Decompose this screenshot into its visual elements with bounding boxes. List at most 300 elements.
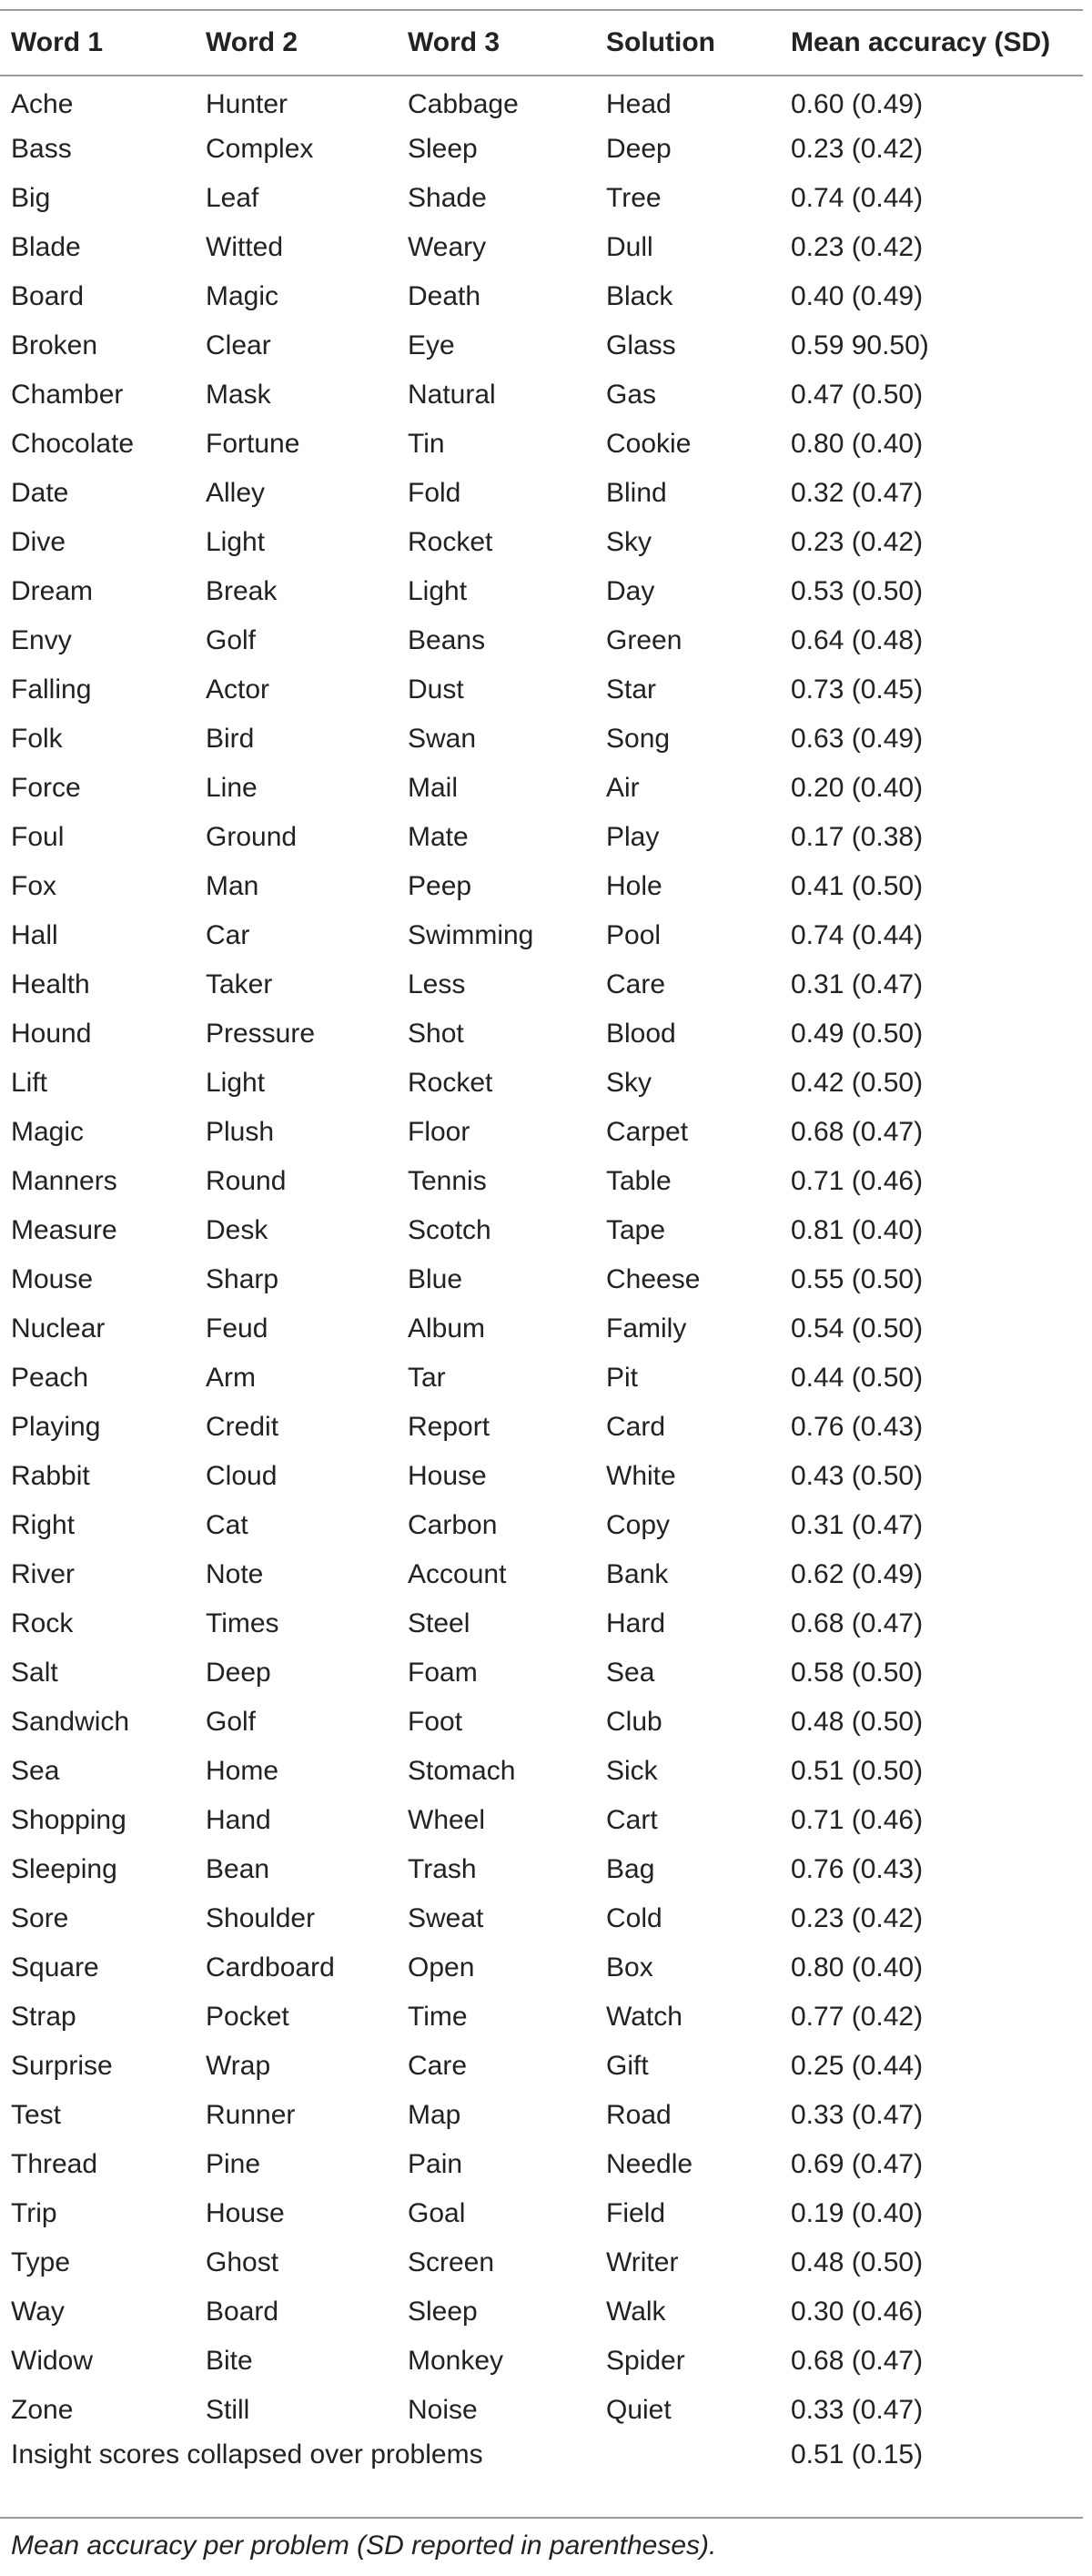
word-1-cell: Thread (11, 2149, 98, 2179)
word-3-cell: Album (408, 1313, 486, 1344)
mean-accuracy-cell: 0.76 (0.43) (791, 1412, 924, 1442)
mean-accuracy-cell: 0.31 (0.47) (791, 969, 924, 999)
word-2-cell: Times (206, 1608, 279, 1638)
word-3-cell: Tar (408, 1363, 446, 1393)
table-row (0, 174, 1083, 223)
word-1-cell: Force (11, 773, 81, 803)
table-row (0, 1648, 1083, 1698)
word-3-cell: Steel (408, 1608, 470, 1638)
word-2-cell: Board (206, 2297, 279, 2327)
word-1-cell: Ache (11, 88, 74, 119)
table-bottom-rule (0, 2517, 1083, 2519)
table-row (0, 1354, 1083, 1403)
table-row (0, 1059, 1083, 1108)
mean-accuracy-cell: 0.62 (0.49) (791, 1559, 924, 1589)
table-row (0, 518, 1083, 567)
table-row (0, 76, 1083, 125)
word-2-cell: Leaf (206, 183, 259, 213)
table-row (0, 862, 1083, 911)
word-3-cell: Floor (408, 1117, 470, 1147)
word-2-cell: Light (206, 527, 266, 557)
word-1-cell: Fox (11, 871, 57, 901)
table-row (0, 2042, 1083, 2091)
word-2-cell: Desk (206, 1215, 268, 1245)
word-3-cell: Shot (408, 1019, 464, 1049)
solution-cell: Family (606, 1313, 687, 1344)
word-3-cell: Foam (408, 1658, 478, 1688)
word-1-cell: Bass (11, 134, 72, 164)
table-row (0, 1894, 1083, 1943)
word-3-cell: Light (408, 576, 468, 606)
mean-accuracy-cell: 0.68 (0.47) (791, 1117, 924, 1147)
solution-cell: Sky (606, 527, 652, 557)
table-row (0, 764, 1083, 813)
word-1-cell: Foul (11, 822, 65, 852)
word-2-cell: Clear (206, 330, 271, 360)
word-1-cell: Square (11, 1952, 99, 1983)
solution-cell: Table (606, 1166, 672, 1196)
word-1-cell: Dive (11, 527, 66, 557)
table-row (0, 1157, 1083, 1206)
header-row (0, 10, 1083, 76)
table-row (0, 2140, 1083, 2189)
word-3-cell: Eye (408, 330, 455, 360)
header-word-3: Word 3 (397, 10, 595, 76)
word-3-cell: Rocket (408, 527, 493, 557)
word-2-cell: House (206, 2198, 285, 2228)
mean-accuracy-cell: 0.51 (0.50) (791, 1756, 924, 1786)
solution-cell: Blood (606, 1019, 676, 1049)
solution-cell: Deep (606, 134, 672, 164)
word-1-cell: Trip (11, 2198, 57, 2228)
mean-accuracy-cell: 0.55 (0.50) (791, 1264, 924, 1294)
table-row (0, 567, 1083, 616)
header-mean-accuracy: Mean accuracy (SD) (780, 10, 1083, 76)
word-1-cell: Shopping (11, 1805, 126, 1835)
word-1-cell: Dream (11, 576, 94, 606)
mean-accuracy-cell: 0.42 (0.50) (791, 1068, 924, 1098)
word-2-cell: Actor (206, 674, 270, 705)
word-3-cell: Goal (408, 2198, 466, 2228)
solution-cell: Needle (606, 2149, 693, 2179)
table-row (0, 715, 1083, 764)
word-3-cell: Time (408, 2002, 468, 2032)
word-2-cell: Bird (206, 724, 255, 754)
mean-accuracy-cell: 0.54 (0.50) (791, 1313, 924, 1344)
table-row (0, 1796, 1083, 1845)
word-3-cell: Trash (408, 1854, 477, 1884)
solution-cell: Writer (606, 2247, 679, 2277)
solution-cell: Quiet (606, 2395, 672, 2425)
word-1-cell: Manners (11, 1166, 117, 1196)
word-3-cell: House (408, 1461, 487, 1491)
solution-cell: Black (606, 281, 673, 311)
word-3-cell: Screen (408, 2247, 495, 2277)
word-2-cell: Bite (206, 2346, 253, 2376)
mean-accuracy-cell: 0.80 (0.40) (791, 429, 924, 459)
mean-accuracy-cell: 0.58 (0.50) (791, 1658, 924, 1688)
word-3-cell: Less (408, 969, 466, 999)
word-2-cell: Cardboard (206, 1952, 335, 1983)
solution-cell: Glass (606, 330, 676, 360)
mean-accuracy-cell: 0.71 (0.46) (791, 1805, 924, 1835)
word-1-cell: Health (11, 969, 90, 999)
word-1-cell: Blade (11, 232, 81, 262)
table-row (0, 1255, 1083, 1304)
word-1-cell: Falling (11, 674, 92, 705)
solution-cell: Tree (606, 183, 662, 213)
table-caption: Mean accuracy per problem (SD reported in parentheses). (11, 2530, 717, 2561)
word-3-cell: Fold (408, 478, 461, 508)
solution-cell: Play (606, 822, 660, 852)
accuracy-table (0, 9, 1083, 2484)
word-3-cell: Sleep (408, 2297, 478, 2327)
table-row (0, 1206, 1083, 1255)
word-1-cell: Envy (11, 625, 72, 655)
table-row (0, 469, 1083, 518)
mean-accuracy-cell: 0.23 (0.42) (791, 232, 924, 262)
word-3-cell: Natural (408, 380, 496, 410)
word-2-cell: Bean (206, 1854, 270, 1884)
word-3-cell: Rocket (408, 1068, 493, 1098)
table-row (0, 2337, 1083, 2386)
word-3-cell: Mate (408, 822, 469, 852)
mean-accuracy-cell: 0.76 (0.43) (791, 1854, 924, 1884)
mean-accuracy-cell: 0.33 (0.47) (791, 2100, 924, 2130)
word-1-cell: Chamber (11, 380, 124, 410)
word-1-cell: Rock (11, 1608, 74, 1638)
solution-cell: Dull (606, 232, 653, 262)
word-3-cell: Tin (408, 429, 445, 459)
word-3-cell: Account (408, 1559, 507, 1589)
word-3-cell: Swan (408, 724, 477, 754)
word-2-cell: Mask (206, 380, 271, 410)
table-row (0, 1304, 1083, 1354)
word-3-cell: Wheel (408, 1805, 486, 1835)
mean-accuracy-cell: 0.30 (0.46) (791, 2297, 924, 2327)
word-1-cell: Hall (11, 920, 58, 950)
mean-accuracy-cell: 0.41 (0.50) (791, 871, 924, 901)
mean-accuracy-cell: 0.43 (0.50) (791, 1461, 924, 1491)
word-1-cell: Widow (11, 2346, 94, 2376)
word-3-cell: Monkey (408, 2346, 504, 2376)
word-1-cell: Type (11, 2247, 71, 2277)
table-row (0, 1452, 1083, 1501)
word-2-cell: Car (206, 920, 250, 950)
table-row (0, 2189, 1083, 2238)
word-2-cell: Golf (206, 625, 257, 655)
word-1-cell: Peach (11, 1363, 89, 1393)
word-3-cell: Care (408, 2051, 468, 2081)
word-3-cell: Shade (408, 183, 487, 213)
mean-accuracy-cell: 0.19 (0.40) (791, 2198, 924, 2228)
word-3-cell: Dust (408, 674, 464, 705)
mean-accuracy-cell: 0.20 (0.40) (791, 773, 924, 803)
mean-accuracy-cell: 0.77 (0.42) (791, 2002, 924, 2032)
header-word-2: Word 2 (195, 10, 397, 76)
mean-accuracy-cell: 0.73 (0.45) (791, 674, 924, 705)
solution-cell: Walk (606, 2297, 666, 2327)
solution-cell: Watch (606, 2002, 682, 2032)
solution-cell: Head (606, 88, 672, 119)
mean-accuracy-cell: 0.17 (0.38) (791, 822, 924, 852)
word-2-cell: Alley (206, 478, 266, 508)
word-1-cell: Board (11, 281, 85, 311)
solution-cell: Blind (606, 478, 667, 508)
word-2-cell: Arm (206, 1363, 256, 1393)
word-2-cell: Still (206, 2395, 250, 2425)
solution-cell: Gas (606, 380, 657, 410)
word-1-cell: Folk (11, 724, 63, 754)
mean-accuracy-cell: 0.71 (0.46) (791, 1166, 924, 1196)
solution-cell: Care (606, 969, 666, 999)
solution-cell: Field (606, 2198, 666, 2228)
word-3-cell: Cabbage (408, 88, 519, 119)
word-1-cell: Sandwich (11, 1707, 130, 1737)
word-1-cell: Date (11, 478, 69, 508)
solution-cell: Sky (606, 1068, 652, 1098)
mean-accuracy-cell: 0.74 (0.44) (791, 183, 924, 213)
word-3-cell: Peep (408, 871, 472, 901)
word-1-cell: Big (11, 183, 51, 213)
word-1-cell: Magic (11, 1117, 85, 1147)
solution-cell: Spider (606, 2346, 685, 2376)
word-1-cell: Right (11, 1510, 76, 1540)
word-2-cell: Runner (206, 2100, 296, 2130)
mean-accuracy-cell: 0.74 (0.44) (791, 920, 924, 950)
solution-cell: Sick (606, 1756, 658, 1786)
word-2-cell: Pine (206, 2149, 261, 2179)
solution-cell: Card (606, 1412, 666, 1442)
word-2-cell: Cloud (206, 1461, 278, 1491)
word-2-cell: Round (206, 1166, 287, 1196)
word-3-cell: Carbon (408, 1510, 498, 1540)
mean-accuracy-cell: 0.48 (0.50) (791, 2247, 924, 2277)
table-row (0, 370, 1083, 420)
mean-accuracy-cell: 0.23 (0.42) (791, 134, 924, 164)
summary-value: 0.51 (0.15) (791, 2439, 924, 2470)
word-2-cell: Shoulder (206, 1903, 316, 1933)
mean-accuracy-cell: 0.49 (0.50) (791, 1019, 924, 1049)
word-1-cell: Hound (11, 1019, 92, 1049)
word-1-cell: Nuclear (11, 1313, 106, 1344)
table-row (0, 1108, 1083, 1157)
word-2-cell: Taker (206, 969, 273, 999)
word-1-cell: Rabbit (11, 1461, 90, 1491)
table-row (0, 272, 1083, 321)
word-3-cell: Tennis (408, 1166, 487, 1196)
word-2-cell: Hand (206, 1805, 271, 1835)
table-row (0, 960, 1083, 1009)
word-2-cell: Golf (206, 1707, 257, 1737)
word-1-cell: Salt (11, 1658, 58, 1688)
word-2-cell: Deep (206, 1658, 271, 1688)
word-3-cell: Report (408, 1412, 490, 1442)
mean-accuracy-cell: 0.40 (0.49) (791, 281, 924, 311)
word-2-cell: Man (206, 871, 259, 901)
word-2-cell: Home (206, 1756, 279, 1786)
word-1-cell: Test (11, 2100, 62, 2130)
mean-accuracy-cell: 0.60 (0.49) (791, 88, 924, 119)
solution-cell: Bag (606, 1854, 655, 1884)
solution-cell: Copy (606, 1510, 671, 1540)
word-2-cell: Magic (206, 281, 279, 311)
word-1-cell: Lift (11, 1068, 48, 1098)
mean-accuracy-cell: 0.64 (0.48) (791, 625, 924, 655)
word-3-cell: Open (408, 1952, 475, 1983)
solution-cell: Pit (606, 1363, 639, 1393)
table-body (0, 76, 1083, 2484)
table-row (0, 125, 1083, 174)
solution-cell: Box (606, 1952, 653, 1983)
solution-cell: Cold (606, 1903, 662, 1933)
word-1-cell: Surprise (11, 2051, 113, 2081)
solution-cell: Cheese (606, 1264, 701, 1294)
table-row (0, 1009, 1083, 1059)
table-row (0, 911, 1083, 960)
solution-cell: Bank (606, 1559, 669, 1589)
table-row (0, 321, 1083, 370)
word-1-cell: Strap (11, 2002, 76, 2032)
word-3-cell: Sleep (408, 134, 478, 164)
word-3-cell: Sweat (408, 1903, 484, 1933)
mean-accuracy-cell: 0.32 (0.47) (791, 478, 924, 508)
table-row (0, 1993, 1083, 2042)
word-2-cell: Feud (206, 1313, 268, 1344)
word-3-cell: Pain (408, 2149, 463, 2179)
table-row (0, 813, 1083, 862)
solution-cell: Song (606, 724, 671, 754)
mean-accuracy-cell: 0.23 (0.42) (791, 1903, 924, 1933)
solution-cell: Day (606, 576, 655, 606)
table-header (0, 10, 1083, 76)
table-row (0, 1501, 1083, 1550)
table-row (0, 1403, 1083, 1452)
solution-cell: White (606, 1461, 676, 1491)
table-row (0, 2386, 1083, 2435)
table-row (0, 1599, 1083, 1648)
mean-accuracy-cell: 0.68 (0.47) (791, 2346, 924, 2376)
solution-cell: Carpet (606, 1117, 689, 1147)
word-3-cell: Foot (408, 1707, 463, 1737)
word-2-cell: Credit (206, 1412, 279, 1442)
word-2-cell: Fortune (206, 429, 300, 459)
mean-accuracy-cell: 0.44 (0.50) (791, 1363, 924, 1393)
solution-cell: Hole (606, 871, 662, 901)
solution-cell: Air (606, 773, 640, 803)
mean-accuracy-cell: 0.53 (0.50) (791, 576, 924, 606)
table-row (0, 1943, 1083, 1993)
solution-cell: Gift (606, 2051, 649, 2081)
mean-accuracy-cell: 0.31 (0.47) (791, 1510, 924, 1540)
mean-accuracy-cell: 0.59 90.50) (791, 330, 929, 360)
word-3-cell: Mail (408, 773, 459, 803)
solution-cell: Green (606, 625, 682, 655)
solution-cell: Cookie (606, 429, 692, 459)
mean-accuracy-cell: 0.81 (0.40) (791, 1215, 924, 1245)
summary-label: Insight scores collapsed over problems (11, 2439, 483, 2470)
table-row (0, 1747, 1083, 1796)
word-1-cell: Way (11, 2297, 65, 2327)
mean-accuracy-cell: 0.48 (0.50) (791, 1707, 924, 1737)
word-1-cell: Sore (11, 1903, 69, 1933)
word-2-cell: Pocket (206, 2002, 289, 2032)
word-2-cell: Ground (206, 822, 298, 852)
mean-accuracy-cell: 0.25 (0.44) (791, 2051, 924, 2081)
word-3-cell: Swimming (408, 920, 534, 950)
solution-cell: Club (606, 1707, 662, 1737)
word-2-cell: Complex (206, 134, 314, 164)
word-3-cell: Blue (408, 1264, 463, 1294)
word-2-cell: Plush (206, 1117, 275, 1147)
mean-accuracy-cell: 0.23 (0.42) (791, 527, 924, 557)
table-row (0, 420, 1083, 469)
header-word-1: Word 1 (0, 10, 195, 76)
table-row (0, 616, 1083, 665)
word-1-cell: Zone (11, 2395, 74, 2425)
word-2-cell: Line (206, 773, 258, 803)
solution-cell: Cart (606, 1805, 658, 1835)
header-solution: Solution (595, 10, 780, 76)
word-1-cell: Mouse (11, 1264, 94, 1294)
solution-cell: Pool (606, 920, 662, 950)
word-2-cell: Note (206, 1559, 264, 1589)
word-3-cell: Beans (408, 625, 486, 655)
table-row (0, 665, 1083, 715)
word-2-cell: Witted (206, 232, 284, 262)
word-2-cell: Break (206, 576, 278, 606)
mean-accuracy-cell: 0.63 (0.49) (791, 724, 924, 754)
word-3-cell: Noise (408, 2395, 478, 2425)
word-1-cell: Chocolate (11, 429, 135, 459)
word-3-cell: Death (408, 281, 481, 311)
word-2-cell: Pressure (206, 1019, 316, 1049)
solution-cell: Road (606, 2100, 672, 2130)
table-row (0, 1845, 1083, 1894)
word-2-cell: Ghost (206, 2247, 279, 2277)
word-2-cell: Cat (206, 1510, 248, 1540)
word-2-cell: Light (206, 1068, 266, 1098)
word-1-cell: Sea (11, 1756, 60, 1786)
word-2-cell: Wrap (206, 2051, 271, 2081)
word-2-cell: Sharp (206, 1264, 279, 1294)
word-3-cell: Stomach (408, 1756, 516, 1786)
mean-accuracy-cell: 0.68 (0.47) (791, 1608, 924, 1638)
table-row (0, 2238, 1083, 2287)
table-row (0, 223, 1083, 272)
word-1-cell: Broken (11, 330, 98, 360)
solution-cell: Star (606, 674, 657, 705)
word-1-cell: Playing (11, 1412, 101, 1442)
table-row (0, 2091, 1083, 2140)
word-1-cell: River (11, 1559, 76, 1589)
word-3-cell: Map (408, 2100, 461, 2130)
solution-cell: Sea (606, 1658, 655, 1688)
word-3-cell: Scotch (408, 1215, 491, 1245)
table-row (0, 1698, 1083, 1747)
mean-accuracy-cell: 0.80 (0.40) (791, 1952, 924, 1983)
word-2-cell: Hunter (206, 88, 288, 119)
mean-accuracy-cell: 0.69 (0.47) (791, 2149, 924, 2179)
solution-cell: Hard (606, 1608, 666, 1638)
solution-cell: Tape (606, 1215, 666, 1245)
summary-row (0, 2435, 1083, 2484)
table-row (0, 2287, 1083, 2337)
word-1-cell: Measure (11, 1215, 117, 1245)
word-1-cell: Sleeping (11, 1854, 117, 1884)
mean-accuracy-cell: 0.33 (0.47) (791, 2395, 924, 2425)
mean-accuracy-cell: 0.47 (0.50) (791, 380, 924, 410)
